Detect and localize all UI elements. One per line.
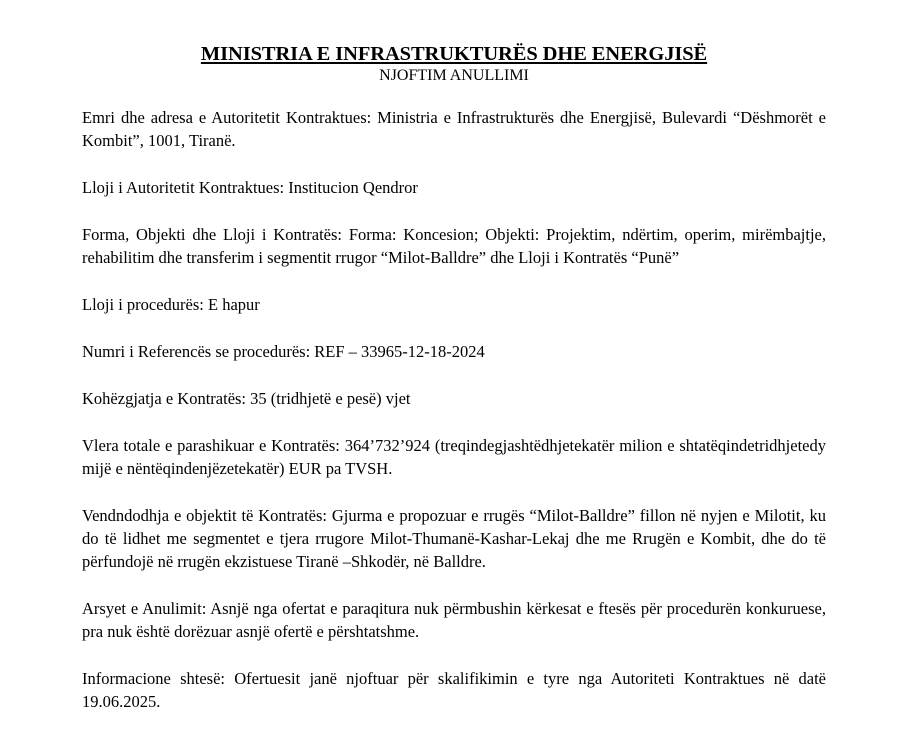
contracting-authority-type: Lloji i Autoritetit Kontraktues: Institucion Qendror	[82, 178, 418, 197]
procedure-type: Lloji i procedurës: E hapur	[82, 295, 260, 314]
contract-total-value: Vlera totale e parashikuar e Kontratës: 364’732’924 (treqindegjashtëdhjetekatër milion e shtatëqindetridhjetedy mijë e nëntëqindenjëzetekatër) EUR pa TVSH.	[82, 436, 826, 478]
contract-form-object-type: Forma, Objekti dhe Lloji i Kontratës: Forma: Koncesion; Objekti: Projektim, ndërtim, operim, mirëmbajtje, rehabilitim dhe transferim i segmentit rrugor “Milot-Balldre” dhe Lloji i Kontratës “Punë”	[82, 225, 826, 267]
contract-duration: Kohëzgjatja e Kontratës: 35 (tridhjetë e pesë) vjet	[82, 389, 411, 408]
cancellation-reasons: Arsyet e Anulimit: Asnjë nga ofertat e paraqitura nuk përmbushin kërkesat e ftesës për procedurën konkuruese, pra nuk është dorëzuar asnjë ofertë e përshtatshme.	[82, 599, 826, 641]
document-title: MINISTRIA E INFRASTRUKTURËS DHE ENERGJISË	[200, 43, 708, 65]
procedure-reference-number: Numri i Referencës se procedurës: REF – 33965-12-18-2024	[82, 342, 485, 361]
contracting-authority-name-address: Emri dhe adresa e Autoritetit Kontraktues: Ministria e Infrastrukturës dhe Energjisë, Bulevardi “Dëshmorët e Kombit”, 1001, Tiranë.	[82, 108, 826, 150]
document-subtitle: NJOFTIM ANULLIMI	[379, 67, 529, 84]
document-page	[82, 42, 826, 713]
additional-information: Informacione shtesë: Ofertuesit janë njoftuar për skalifikimin e tyre nga Autoriteti Kontraktues në datë 19.06.2025.	[82, 669, 826, 711]
contract-object-location: Vendndodhja e objektit të Kontratës: Gjurma e propozuar e rrugës “Milot-Balldre” fillon në nyjen e Milotit, ku do të lidhet me segmentet e tjera rrugore Milot-Thumanë-Kashar-Lekaj dhe me Rrugën e Kombit, dhe do të përfundojë në rrugën ekzistuese Tiranë –Shkodër, në Balldre.	[82, 506, 826, 571]
